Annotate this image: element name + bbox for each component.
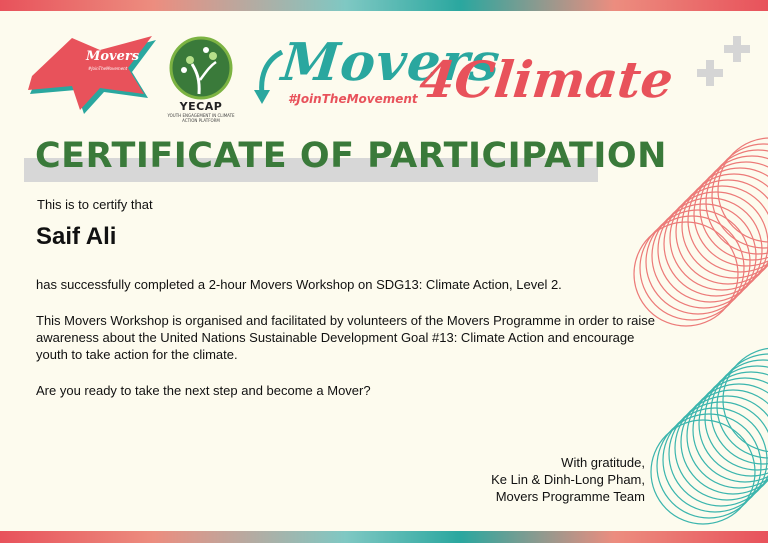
header-logos <box>0 0 768 140</box>
team-line: Movers Programme Team <box>495 489 645 504</box>
certify-intro: This is to certify that <box>37 197 153 212</box>
movers-logo-icon <box>28 36 160 116</box>
closing-signature <box>491 454 645 505</box>
decorative-circles-teal-icon <box>645 340 768 530</box>
workshop-description: This Movers Workshop is organised and facilitated by volunteers of the Movers Programme in order to raise awareness about the United Nations Sustainable Development Goal #13: Climate Action and encourage youth to take action for the climate. <box>36 313 655 362</box>
brand-hashtag: #JoinTheMovement <box>288 92 418 106</box>
plus-decoration-icon <box>696 36 756 88</box>
recipient-name: Saif Ali <box>36 223 117 250</box>
movers-logo-subtext: #JoinTheMovement <box>88 66 128 71</box>
signers-line: Ke Lin & Dinh-Long Pham, <box>491 472 645 487</box>
gratitude-line: With gratitude, <box>561 455 645 470</box>
yecap-logo-icon <box>166 36 236 102</box>
certificate-title: CERTIFICATE OF PARTICIPATION <box>35 136 667 176</box>
yecap-tagline: YOUTH ENGAGEMENT IN CLIMATE ACTION PLATFORM <box>167 113 235 123</box>
brand-4climate-text: 4Climate <box>416 50 676 109</box>
brand-movers-text: Movers <box>278 32 504 93</box>
call-to-action-question: Are you ready to take the next step and become a Mover? <box>36 383 371 398</box>
movers-logo-text: Movers <box>86 49 140 64</box>
yecap-name: YECAP <box>179 100 223 113</box>
completion-text: has successfully completed a 2-hour Movers Workshop on SDG13: Climate Action, Level 2. <box>36 277 562 292</box>
bottom-gradient-band <box>0 531 768 543</box>
